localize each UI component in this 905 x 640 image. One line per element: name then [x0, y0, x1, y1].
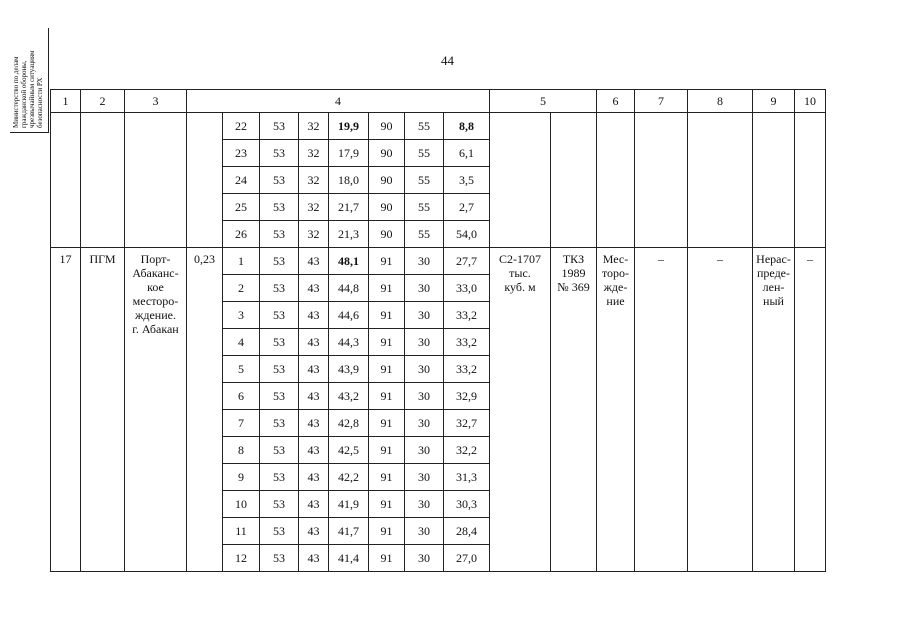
data-cell: 43,2	[329, 383, 369, 410]
data-cell: 28,4	[444, 518, 490, 545]
data-cell: 91	[369, 329, 405, 356]
group-2-body	[51, 248, 826, 572]
data-cell: 53	[260, 383, 299, 410]
group-cell-col9: –	[688, 248, 753, 572]
data-cell: 91	[369, 491, 405, 518]
data-cell: 30	[405, 491, 444, 518]
data-cell: 90	[369, 140, 405, 167]
data-cell: 3,5	[444, 167, 490, 194]
empty-cell	[81, 113, 125, 248]
header-cell: 5	[490, 90, 597, 113]
data-cell: 33,0	[444, 275, 490, 302]
data-cell: 11	[223, 518, 260, 545]
data-cell: 8,8	[444, 113, 490, 140]
data-cell: 53	[260, 140, 299, 167]
data-cell: 30,3	[444, 491, 490, 518]
data-cell: 55	[405, 113, 444, 140]
empty-cell	[753, 113, 795, 248]
data-cell: 44,8	[329, 275, 369, 302]
stamp-line: чрезвычайным ситуациям	[28, 50, 36, 128]
empty-cell	[795, 113, 826, 248]
group-cell-col1: 17	[51, 248, 81, 572]
data-cell: 43,9	[329, 356, 369, 383]
data-cell: 53	[260, 113, 299, 140]
data-cell: 21,7	[329, 194, 369, 221]
data-cell: 30	[405, 383, 444, 410]
data-cell: 43	[299, 437, 329, 464]
empty-cell	[125, 113, 187, 248]
header-cell: 6	[597, 90, 635, 113]
data-cell: 27,7	[444, 248, 490, 275]
data-cell: 17,9	[329, 140, 369, 167]
group-cell-col2: ПГМ	[81, 248, 125, 572]
data-cell: 2	[223, 275, 260, 302]
data-cell: 21,3	[329, 221, 369, 248]
data-cell: 91	[369, 275, 405, 302]
empty-cell	[187, 113, 223, 248]
data-cell: 90	[369, 221, 405, 248]
data-cell: 53	[260, 302, 299, 329]
data-cell: 41,9	[329, 491, 369, 518]
data-cell: 32	[299, 113, 329, 140]
data-cell: 53	[260, 329, 299, 356]
header-cell: 7	[635, 90, 688, 113]
stamp-line: Министерство по делам	[12, 56, 20, 128]
data-cell: 42,8	[329, 410, 369, 437]
data-cell: 91	[369, 518, 405, 545]
data-cell: 53	[260, 464, 299, 491]
data-cell: 32	[299, 140, 329, 167]
data-cell: 5	[223, 356, 260, 383]
registration-stamp	[10, 28, 49, 133]
table-row	[51, 113, 826, 140]
data-cell: 41,7	[329, 518, 369, 545]
empty-cell	[551, 113, 597, 248]
data-cell: 91	[369, 302, 405, 329]
data-cell: 32,9	[444, 383, 490, 410]
data-cell: 30	[405, 464, 444, 491]
data-cell: 30	[405, 248, 444, 275]
group-1-body	[51, 113, 826, 248]
data-cell: 8	[223, 437, 260, 464]
data-cell: 43	[299, 518, 329, 545]
data-cell: 6	[223, 383, 260, 410]
data-cell: 54,0	[444, 221, 490, 248]
data-cell: 55	[405, 221, 444, 248]
data-cell: 42,5	[329, 437, 369, 464]
data-cell: 43	[299, 383, 329, 410]
data-cell: 9	[223, 464, 260, 491]
group-cell-col7: Мес- торо- жде- ние	[597, 248, 635, 572]
data-cell: 42,2	[329, 464, 369, 491]
data-cell: 30	[405, 275, 444, 302]
data-cell: 31,3	[444, 464, 490, 491]
data-cell: 19,9	[329, 113, 369, 140]
group-cell-col5: С2-1707 тыс. куб. м	[490, 248, 551, 572]
data-cell: 43	[299, 356, 329, 383]
empty-cell	[490, 113, 551, 248]
data-cell: 30	[405, 437, 444, 464]
data-cell: 53	[260, 410, 299, 437]
data-cell: 23	[223, 140, 260, 167]
data-cell: 43	[299, 464, 329, 491]
data-cell: 2,7	[444, 194, 490, 221]
data-cell: 33,2	[444, 329, 490, 356]
data-cell: 53	[260, 491, 299, 518]
group-cell-col8: –	[635, 248, 688, 572]
data-cell: 32	[299, 167, 329, 194]
data-cell: 91	[369, 248, 405, 275]
data-cell: 12	[223, 545, 260, 572]
data-cell: 30	[405, 356, 444, 383]
data-cell: 26	[223, 221, 260, 248]
data-cell: 53	[260, 275, 299, 302]
data-cell: 91	[369, 545, 405, 572]
data-cell: 32,7	[444, 410, 490, 437]
data-cell: 43	[299, 329, 329, 356]
data-cell: 30	[405, 410, 444, 437]
data-cell: 53	[260, 518, 299, 545]
data-cell: 7	[223, 410, 260, 437]
header-cell: 10	[795, 90, 826, 113]
data-cell: 24	[223, 167, 260, 194]
data-cell: 90	[369, 194, 405, 221]
stamp-line: гражданской обороны,	[20, 60, 28, 128]
data-cell: 1	[223, 248, 260, 275]
data-cell: 53	[260, 356, 299, 383]
header-cell: 2	[81, 90, 125, 113]
group-cell-col6: ТКЗ 1989 № 369	[551, 248, 597, 572]
data-cell: 22	[223, 113, 260, 140]
data-cell: 32	[299, 221, 329, 248]
data-cell: 44,3	[329, 329, 369, 356]
data-cell: 41,4	[329, 545, 369, 572]
data-cell: 44,6	[329, 302, 369, 329]
data-cell: 48,1	[329, 248, 369, 275]
data-cell: 91	[369, 464, 405, 491]
data-cell: 10	[223, 491, 260, 518]
data-cell: 4	[223, 329, 260, 356]
data-cell: 91	[369, 410, 405, 437]
data-cell: 6,1	[444, 140, 490, 167]
group-cell-col10: Нерас- преде- лен- ный	[753, 248, 795, 572]
data-cell: 55	[405, 167, 444, 194]
header-cell: 8	[688, 90, 753, 113]
empty-cell	[635, 113, 688, 248]
page-number: 44	[441, 53, 454, 68]
data-cell: 43	[299, 491, 329, 518]
data-cell: 91	[369, 383, 405, 410]
group-cell-col11: –	[795, 248, 826, 572]
empty-cell	[688, 113, 753, 248]
group-cell-col4_area: 0,23	[187, 248, 223, 572]
data-cell: 32,2	[444, 437, 490, 464]
empty-cell	[51, 113, 81, 248]
header-cell: 1	[51, 90, 81, 113]
data-cell: 32	[299, 194, 329, 221]
data-cell: 53	[260, 167, 299, 194]
header-row	[51, 90, 826, 113]
data-cell: 18,0	[329, 167, 369, 194]
data-cell: 53	[260, 545, 299, 572]
header-cell: 3	[125, 90, 187, 113]
empty-cell	[597, 113, 635, 248]
data-cell: 25	[223, 194, 260, 221]
data-cell: 33,2	[444, 356, 490, 383]
group-cell-col3: Порт- Абаканс- кое месторо- ждение. г. Абакан	[125, 248, 187, 572]
data-cell: 53	[260, 437, 299, 464]
header-cell: 4	[187, 90, 490, 113]
data-cell: 43	[299, 302, 329, 329]
data-cell: 91	[369, 356, 405, 383]
data-cell: 53	[260, 248, 299, 275]
data-cell: 53	[260, 194, 299, 221]
data-cell: 27,0	[444, 545, 490, 572]
data-cell: 33,2	[444, 302, 490, 329]
data-cell: 30	[405, 518, 444, 545]
header-cell: 9	[753, 90, 795, 113]
stamp-line: безопасности РХ	[36, 77, 44, 128]
data-cell: 55	[405, 140, 444, 167]
data-cell: 30	[405, 545, 444, 572]
data-cell: 90	[369, 167, 405, 194]
data-cell: 43	[299, 275, 329, 302]
register-table	[50, 89, 826, 572]
data-cell: 91	[369, 437, 405, 464]
data-cell: 53	[260, 221, 299, 248]
data-cell: 43	[299, 545, 329, 572]
data-cell: 30	[405, 302, 444, 329]
data-cell: 90	[369, 113, 405, 140]
data-cell: 3	[223, 302, 260, 329]
table-row	[51, 248, 826, 275]
data-cell: 30	[405, 329, 444, 356]
data-cell: 43	[299, 410, 329, 437]
data-cell: 55	[405, 194, 444, 221]
data-cell: 43	[299, 248, 329, 275]
